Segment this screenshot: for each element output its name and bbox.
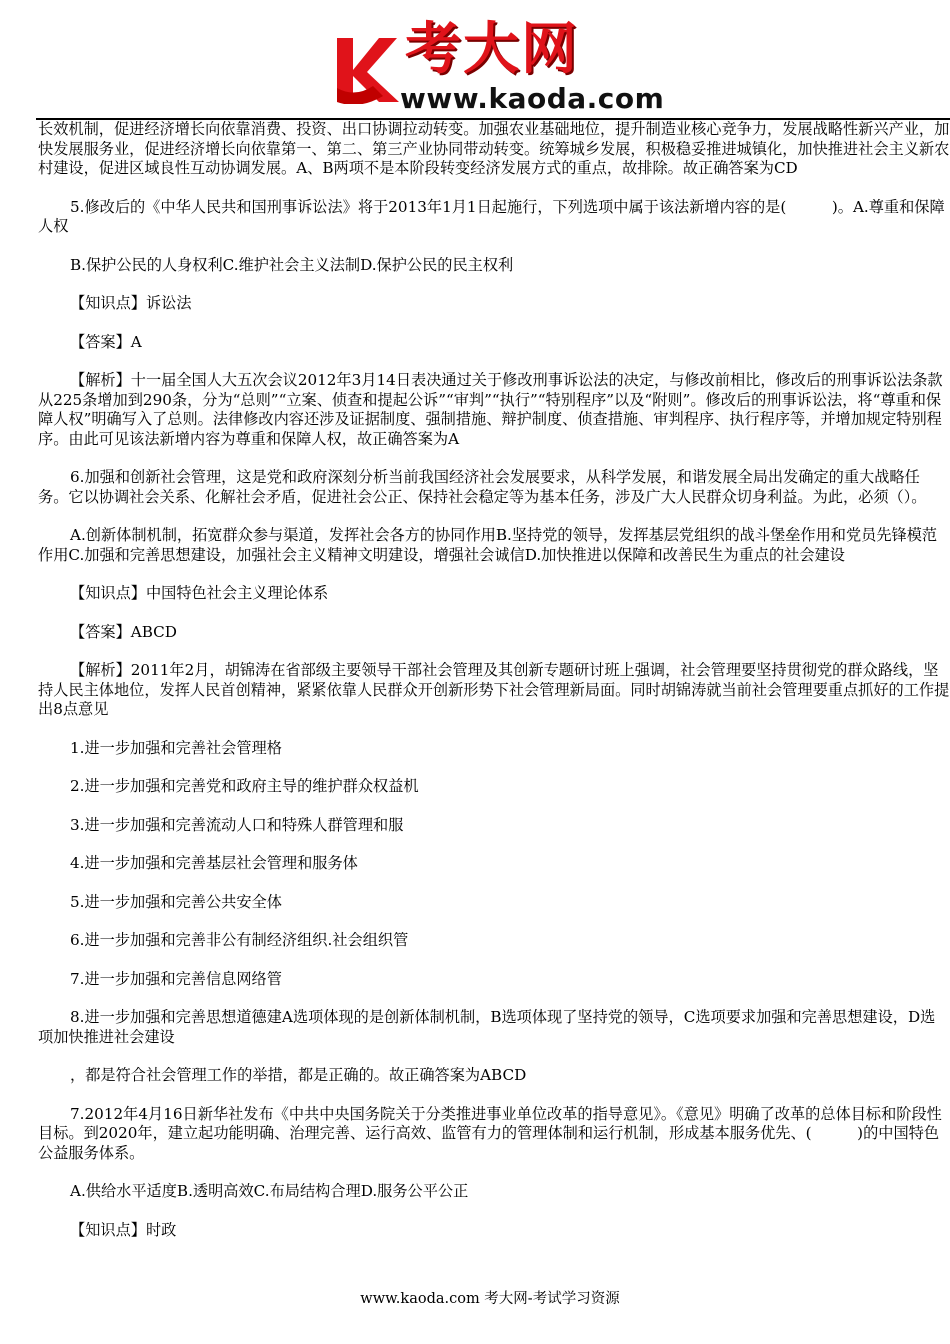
question-5-knowledge-point: 【知识点】诉讼法 [70, 294, 192, 312]
question-6-knowledge-point: 【知识点】中国特色社会主义理论体系 [70, 584, 329, 602]
logo-text: 考大网 [405, 17, 579, 82]
question-6-options: A.创新体制机制，拓宽群众参与渠道，发挥社会各方的协同作用B.坚持党的领导，发挥基层党组织的战斗堡垒作用和党员先锋模范作用C.加强和完善思想建设，加强社会主义精神文明建设，增强社会诚信D.加快推进以保障和改善民生为重点的社会建设 [38, 526, 938, 564]
list-item: 6.进一步加强和完善非公有制经济组织.社会组织管 [70, 931, 409, 949]
logo-url[interactable]: www.kaoda.com [400, 82, 665, 115]
footer: www.kaoda.com 考大网-考试学习资源 [360, 1291, 620, 1307]
question-7-options: A.供给水平适度B.透明高效C.布局结构合理D.服务公平公正 [70, 1182, 469, 1200]
header [0, 0, 950, 122]
question-6-answer: 【答案】ABCD [70, 622, 177, 641]
question-5-explanation: 【解析】十一届全国人大五次会议2012年3月14日表决通过关于修改刑事诉讼法的决定，与修改前相比，修改后的刑事诉讼法条款从225条增加到290条，分为“总则”“立案、侦查和提起公诉”“审判”“执行”“特别程序”以及“附则”。修改后的刑事诉讼法，将“尊重和保障人权”明确写入了总则。法律修改内容还涉及证据制度、强制措施、辩护制度、侦查措施、审判程序、执行程序等，并增加规定特别程序。由此可见该法新增内容为尊重和保障人权，故正确答案为A [38, 371, 943, 448]
document-body [38, 120, 950, 1259]
question-7: 7.2012年4月16日新华社发布《中共中央国务院关于分类推进事业单位改革的指导意见》。《意见》明确了改革的总体目标和阶段性目标。到2020年，建立起功能明确、治理完善、运行高效、监管有力的管理体制和运行机制，形成基本服务优先、( )的中国特色公益服务体系。 [38, 1104, 942, 1162]
list-item: 3.进一步加强和完善流动人口和特殊人群管理和服 [70, 815, 404, 834]
list-item: 7.进一步加强和完善信息网络管 [70, 969, 282, 988]
question-5-answer: 【答案】A [70, 332, 142, 351]
list-item: 4.进一步加强和完善基层社会管理和服务体 [70, 854, 358, 872]
list-item: 5.进一步加强和完善公共安全体 [70, 892, 282, 911]
question-5-options: B.保护公民的人身权利C.维护社会主义法制D.保护公民的民主权利 [70, 255, 514, 274]
logo-k-icon [333, 36, 401, 104]
question-5: 5.修改后的《中华人民共和国刑事诉讼法》将于2013年1月1日起施行，下列选项中属于该法新增内容的是( )。A.尊重和保障人权 [38, 197, 945, 235]
list-item: 1.进一步加强和完善社会管理格 [70, 738, 282, 757]
paragraph-continued: 长效机制，促进经济增长向依靠消费、投资、出口协调拉动转变。加强农业基础地位，提升制造业核心竞争力，发展战略性新兴产业，加快发展服务业，促进经济增长向依靠第一、第二、第三产业协同带动转变。统筹城乡发展，积极稳妥推进城镇化，加快推进社会主义新农村建设，促进区域良性互动协调发展。A、B两项不是本阶段转变经济发展方式的重点，故排除。故正确答案为CD [38, 120, 950, 177]
question-7-knowledge-point: 【知识点】时政 [70, 1220, 177, 1239]
question-6-conclusion: ，都是符合社会管理工作的举措，都是正确的。故正确答案为ABCD [70, 1066, 527, 1084]
list-item-8: 8.进一步加强和完善思想道德建A选项体现的是创新体制机制，B选项体现了坚持党的领导，C选项要求加强和完善思想建设，D选项加快推进社会建设 [38, 1008, 936, 1046]
question-6-explanation: 【解析】2011年2月，胡锦涛在省部级主要领导干部社会管理及其创新专题研讨班上强调，社会管理要坚持贯彻党的群众路线，坚持人民主体地位，发挥人民首创精神，紧紧依靠人民群众开创新形势下社会管理新局面。同时胡锦涛就当前社会管理要重点抓好的工作提出8点意见 [38, 661, 950, 718]
question-6: 6.加强和创新社会管理，这是党和政府深刻分析当前我国经济社会发展要求，从科学发展，和谐发展全局出发确定的重大战略任务。它以协调社会关系、化解社会矛盾，促进社会公正、保持社会稳定等为基本任务，涉及广大人民群众切身利益。为此，必须（）。 [38, 468, 927, 506]
list-item: 2.进一步加强和完善党和政府主导的维护群众权益机 [70, 777, 419, 795]
